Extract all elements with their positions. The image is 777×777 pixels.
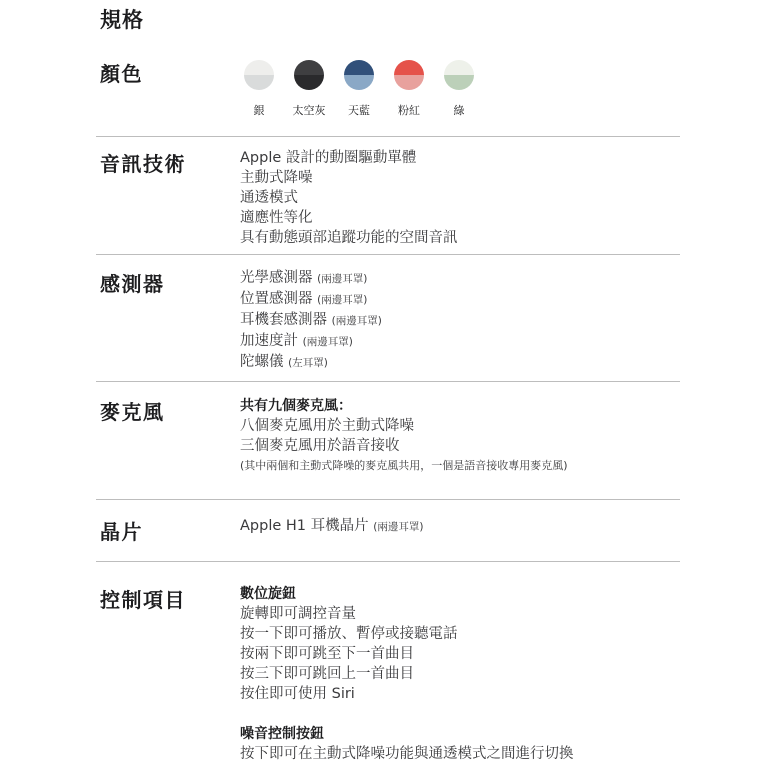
page-title: 規格 (100, 8, 144, 32)
chip-line (240, 516, 680, 537)
colors-heading: 顏色 (100, 62, 143, 86)
sensors-content (240, 268, 680, 373)
sensor-item (240, 289, 680, 310)
crown-line: 按一下即可播放、暫停或接聽電話 (240, 626, 458, 642)
audio-line: 主動式降噪 (240, 170, 313, 186)
noise-button-line: 按下即可在主動式降噪功能與通透模式之間進行切換 (240, 746, 574, 762)
chip-note: (兩邊耳罩) (373, 521, 424, 533)
color-dot (444, 60, 474, 90)
sensor-note: (兩邊耳罩) (302, 336, 353, 348)
mic-section (96, 396, 680, 496)
crown-line: 旋轉即可調控音量 (240, 606, 356, 622)
color-swatch-pink[interactable] (384, 60, 434, 118)
colors-section (96, 58, 680, 128)
audio-line: 具有動態頭部追蹤功能的空間音訊 (240, 230, 458, 246)
crown-line: 按住即可使用 Siri (240, 686, 355, 702)
sensors-heading: 感測器 (100, 272, 165, 296)
audio-heading: 音訊技術 (100, 152, 186, 176)
mic-subhead: 共有九個麥克風： (240, 398, 352, 414)
mic-line: 八個麥克風用於主動式降噪 (240, 418, 414, 434)
color-swatch-space-gray[interactable] (284, 60, 334, 118)
color-label: 綠 (453, 104, 465, 117)
mic-heading: 麥克風 (100, 400, 165, 424)
color-label: 太空灰 (292, 104, 326, 117)
sensor-item (240, 352, 680, 373)
sensor-note: (兩邊耳罩) (317, 294, 368, 306)
color-swatch-silver[interactable] (234, 60, 284, 118)
controls-section (96, 584, 680, 774)
audio-content (240, 148, 680, 248)
divider (96, 136, 680, 137)
mic-note: (其中兩個和主動式降噪的麥克風共用，一個是語音接收專用麥克風) (240, 459, 568, 472)
color-swatch-sky-blue[interactable] (334, 60, 384, 118)
sensors-section (96, 268, 680, 378)
controls-content (240, 584, 680, 764)
divider (96, 381, 680, 382)
color-dot (344, 60, 374, 90)
color-label: 粉紅 (398, 104, 420, 117)
mic-line: 三個麥克風用於語音接收 (240, 438, 400, 454)
controls-heading: 控制項目 (100, 588, 186, 612)
color-swatch-green[interactable] (434, 60, 484, 118)
audio-section (96, 148, 680, 253)
chip-heading: 晶片 (100, 520, 143, 544)
sensor-note: (左耳罩) (288, 357, 328, 369)
sensor-name: 陀螺儀 (240, 354, 284, 370)
crown-subhead: 數位旋鈕 (240, 586, 296, 602)
color-dot (244, 60, 274, 90)
color-label: 銀 (253, 104, 265, 117)
color-swatches (234, 60, 484, 120)
sensor-name: 加速度計 (240, 333, 298, 349)
sensor-item (240, 310, 680, 331)
chip-content (240, 516, 680, 537)
divider (96, 561, 680, 562)
chip-name: Apple H1 耳機晶片 (240, 518, 369, 534)
sensor-name: 位置感測器 (240, 291, 313, 307)
crown-line: 按兩下即可跳至下一首曲目 (240, 646, 414, 662)
sensor-name: 光學感測器 (240, 270, 313, 286)
color-dot (294, 60, 324, 90)
sensor-note: (兩邊耳罩) (317, 273, 368, 285)
chip-section (96, 516, 680, 556)
sensor-item (240, 268, 680, 289)
audio-line: 適應性等化 (240, 210, 313, 226)
sensor-name: 耳機套感測器 (240, 312, 327, 328)
sensor-item (240, 331, 680, 352)
color-dot (394, 60, 424, 90)
audio-line: 通透模式 (240, 190, 298, 206)
crown-line: 按三下即可跳回上一首曲目 (240, 666, 414, 682)
divider (96, 254, 680, 255)
noise-button-subhead: 噪音控制按鈕 (240, 726, 324, 742)
color-label: 天藍 (348, 104, 370, 117)
mic-content (240, 396, 680, 476)
sensor-note: (兩邊耳罩) (331, 315, 382, 327)
audio-line: Apple 設計的動圈驅動單體 (240, 150, 417, 166)
divider (96, 499, 680, 500)
